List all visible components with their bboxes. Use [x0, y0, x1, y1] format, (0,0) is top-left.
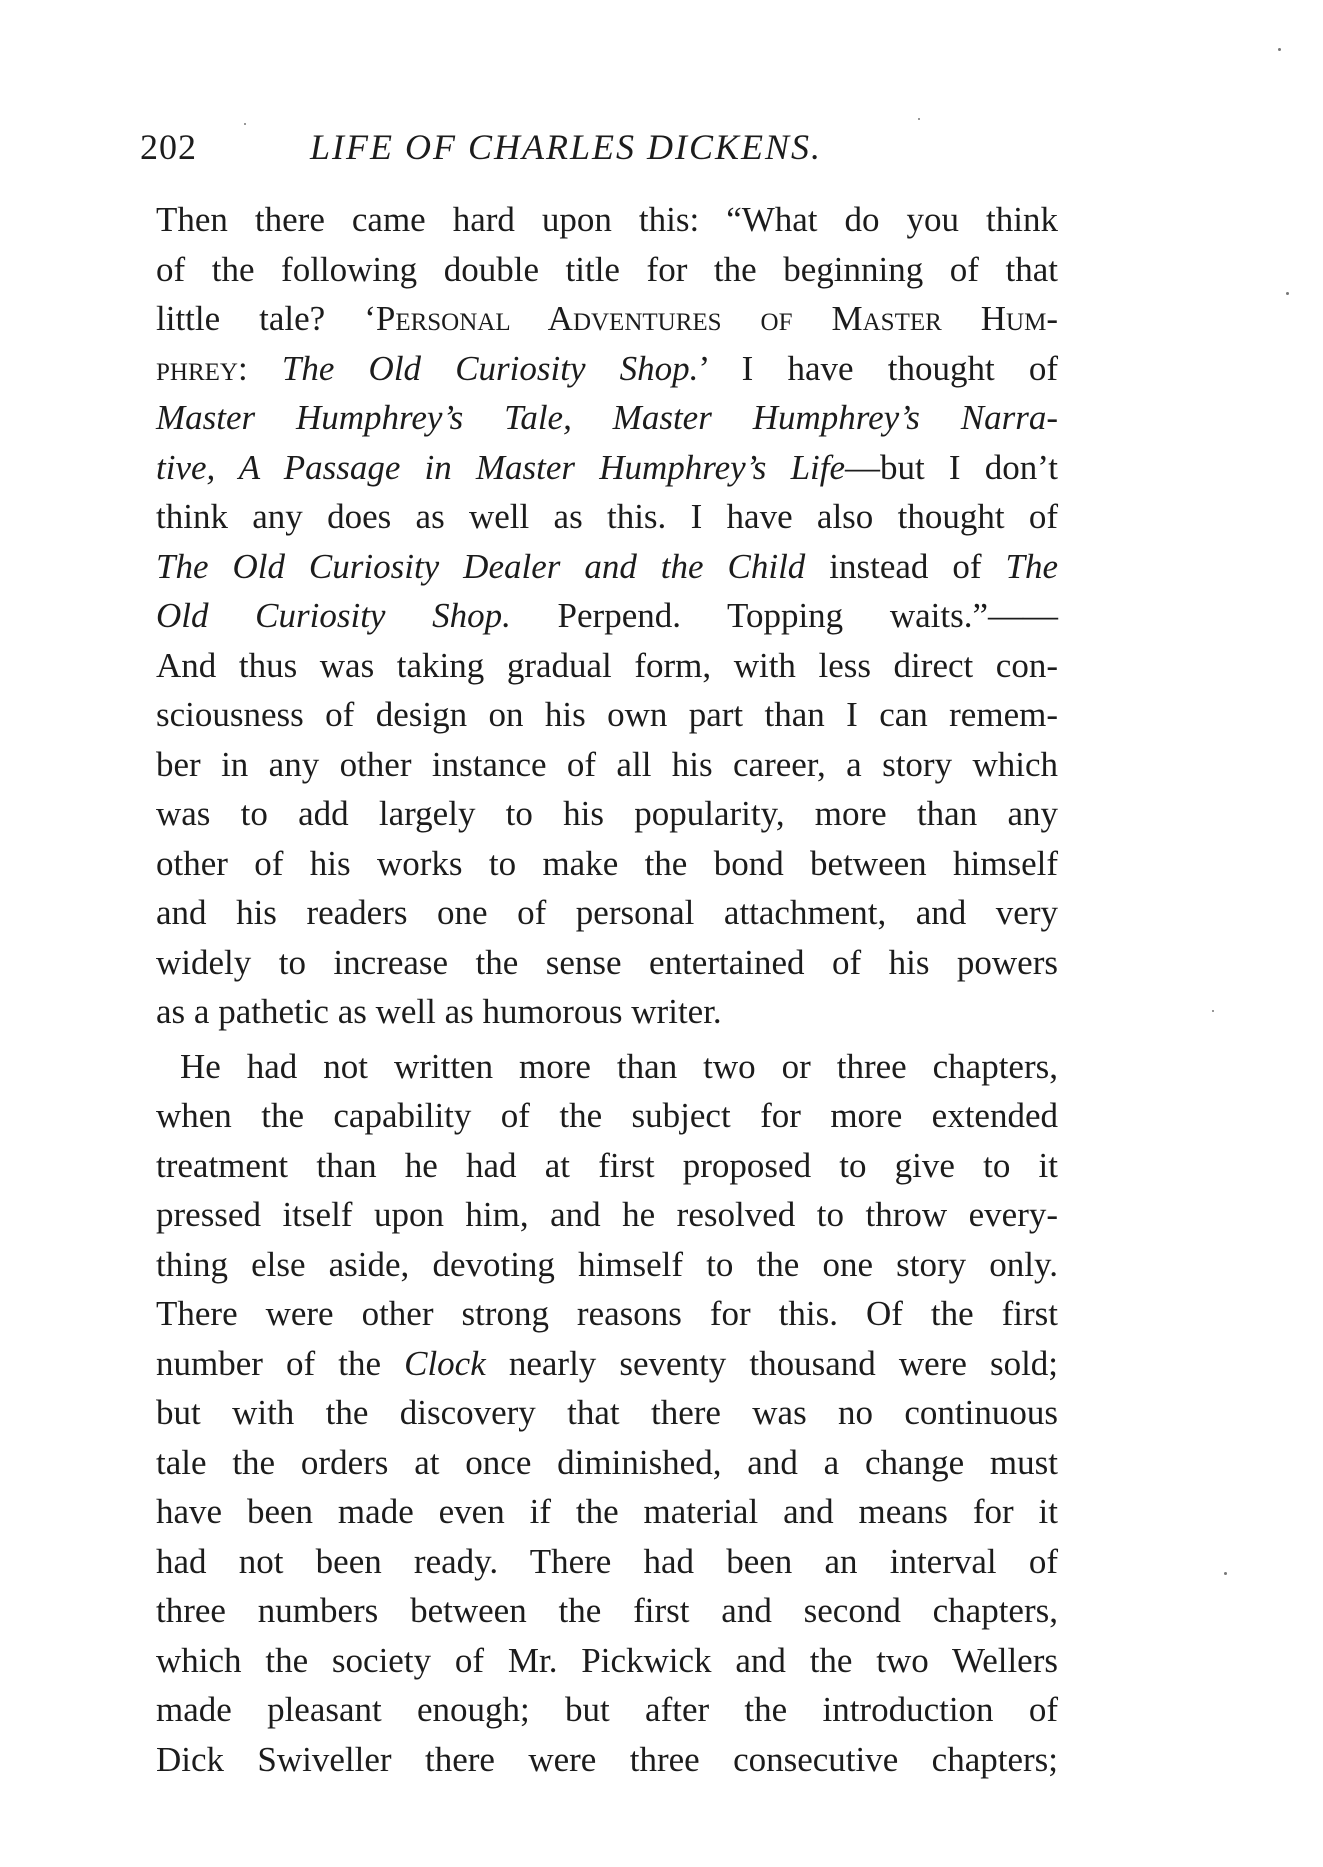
scan-speck — [918, 118, 920, 120]
text-line — [156, 443, 1058, 493]
italic-title: The Old Curiosity Shop. — [281, 348, 699, 388]
text-line: as a pathetic as well as humorous writer. — [156, 992, 722, 1031]
text-line: but with the discovery that there was no continuous — [156, 1393, 1058, 1432]
text-line: have been made even if the material and means for it — [156, 1492, 1058, 1531]
text-line: three numbers between the first and second chapters, — [156, 1591, 1058, 1630]
text-line: think any does as well as this. I have also thought of — [156, 497, 1058, 536]
page-number: 202 — [140, 127, 197, 167]
text-line — [156, 344, 1058, 394]
text-line: of the following double title for the beginning of that — [156, 249, 1058, 289]
scan-speck — [1278, 48, 1281, 51]
text-segment: instead of — [805, 546, 1006, 586]
italic-title: The Old Curiosity Dealer and the Child — [156, 546, 806, 586]
italic-title: tive, A Passage in Master Humphrey’s Life — [156, 447, 846, 487]
text-line: tale the orders at once diminished, and a change must — [156, 1442, 1058, 1482]
text-line: thing else aside, devoting himself to the one story only. — [156, 1244, 1058, 1284]
text-line: widely to increase the sense entertained of his powers — [156, 942, 1058, 982]
body-text — [156, 195, 1058, 1784]
scan-speck — [244, 123, 246, 125]
italic-title: The — [1005, 546, 1058, 586]
text-line — [156, 591, 1058, 641]
text-line — [156, 1339, 1058, 1389]
text-line — [156, 294, 1058, 344]
text-line: which the society of Mr. Pickwick and the two Wellers — [156, 1640, 1058, 1680]
text-segment: ’ I have thought of — [698, 348, 1059, 388]
text-segment: Perpend. Topping waits.”—— — [510, 596, 1058, 635]
text-line: made pleasant enough; but after the introduction of — [156, 1690, 1058, 1729]
text-line: had not been ready. There had been an interval of — [156, 1541, 1058, 1581]
italic-title: Clock — [404, 1343, 486, 1383]
text-line: Then there came hard upon this: “What do you think — [156, 200, 1058, 239]
text-line: was to add largely to his popularity, more than any — [156, 794, 1058, 833]
text-line: other of his works to make the bond between himself — [156, 843, 1058, 883]
text-line: ber in any other instance of all his career, a story which — [156, 744, 1058, 784]
text-line — [156, 393, 1058, 443]
text-line: when the capability of the subject for more extended — [156, 1096, 1058, 1135]
text-line: treatment than he had at first proposed to give to it — [156, 1145, 1058, 1185]
scan-speck — [1286, 292, 1289, 295]
text-line: pressed itself upon him, and he resolved to throw every- — [156, 1195, 1058, 1234]
text-line: Dick Swiveller there were three consecutive chapters; — [156, 1739, 1058, 1779]
text-line: He had not written more than two or three chapters, — [180, 1046, 1058, 1086]
running-head: LIFE OF CHARLES DICKENS. — [310, 127, 822, 167]
text-segment: : — [237, 348, 282, 388]
text-line: And thus was taking gradual form, with less direct con- — [156, 645, 1058, 685]
small-caps-title: Personal Adventures of Master Hum- — [375, 299, 1058, 338]
text-segment: little tale? ‘ — [156, 299, 376, 338]
text-line: There were other strong reasons for this. Of the first — [156, 1294, 1058, 1333]
text-line: sciousness of design on his own part than I can remem- — [156, 695, 1058, 734]
scan-speck — [1212, 1010, 1214, 1012]
italic-title: Old Curiosity Shop. — [156, 596, 511, 635]
italic-title: Master Humphrey’s Tale, Master Humphrey’s Narra- — [156, 398, 1058, 437]
scan-speck — [1224, 1572, 1227, 1575]
text-segment: nearly seventy thousand were sold; — [485, 1343, 1059, 1383]
text-segment: number of the — [156, 1343, 405, 1383]
text-line — [156, 542, 1058, 592]
page-header — [140, 126, 1060, 176]
small-caps-title: phrey — [156, 348, 238, 388]
text-line: and his readers one of personal attachment, and very — [156, 893, 1058, 932]
text-segment: —but I don’t — [845, 447, 1058, 487]
